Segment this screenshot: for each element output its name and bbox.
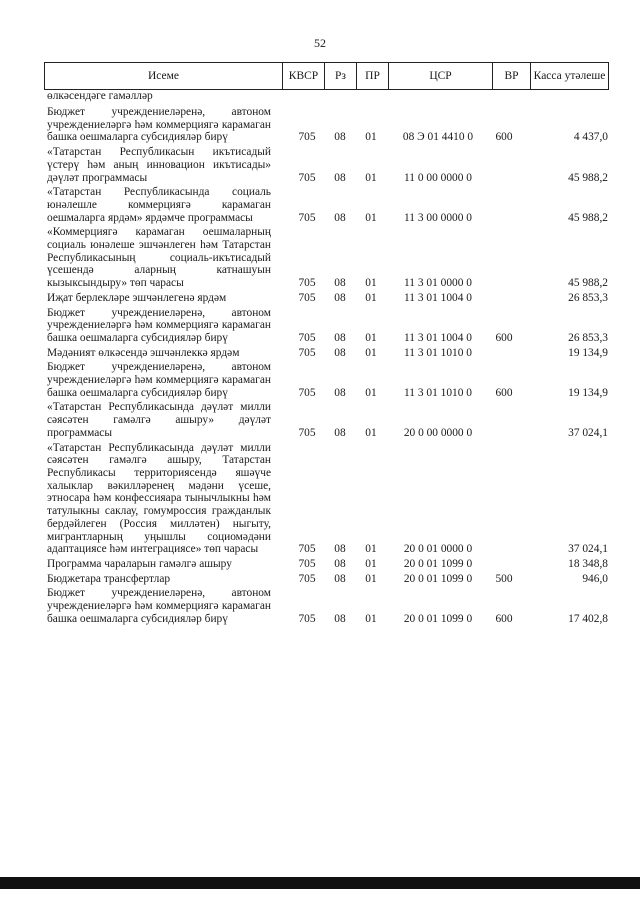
table-row: [0, 106, 640, 144]
row-pr: 01: [365, 277, 377, 290]
row-pr: 01: [365, 543, 377, 556]
row-sum: 4 437,0: [573, 131, 608, 144]
row-kvsr: 705: [298, 346, 316, 359]
row-sum: 18 348,8: [568, 557, 608, 570]
row-csr: 20 0 01 1099 0: [403, 557, 473, 570]
row-csr: 20 0 00 0000 0: [403, 426, 473, 439]
row-pr: 01: [365, 131, 377, 144]
row-rz: 08: [334, 291, 346, 304]
row-csr: 20 0 01 1099 0: [403, 612, 473, 625]
column-header-kassa: Касса утәлеше: [531, 63, 609, 90]
row-pr: 01: [365, 211, 377, 224]
table-row: [0, 347, 640, 360]
row-name: «Татарстан Республикасында социаль юнәлешле коммерциягә карамаган оешмаларга ярдәм» ярдәмче программасы: [47, 186, 271, 224]
row-name: Бюджет учреждениеләренә, автоном учреждениеләргә һәм коммерциягә карамаган башка оешмаларга субсидияләр бирү: [47, 587, 271, 625]
row-name: өлкәсендәге гамәлләр: [47, 90, 153, 102]
row-kvsr: 705: [298, 277, 316, 290]
row-csr: 11 3 01 1010 0: [404, 386, 472, 399]
row-csr: 20 0 01 0000 0: [403, 543, 473, 556]
row-vr: 600: [495, 131, 513, 144]
row-pr: 01: [365, 426, 377, 439]
row-rz: 08: [334, 171, 346, 184]
row-csr: 11 3 01 1010 0: [404, 346, 472, 359]
row-sum: 26 853,3: [568, 331, 608, 344]
row-name: «Татарстан Республикасында дәүләт милли сәясәтен гамәлгә ашыру» дәүләт программасы: [47, 401, 271, 439]
row-name: Программа чараларын гамәлгә ашыру: [47, 557, 232, 570]
row-kvsr: 705: [298, 572, 316, 585]
row-name: Бюджет учреждениеләренә, автоном учреждениеләргә һәм коммерциягә карамаган башка оешмаларга субсидияләр бирү: [47, 306, 271, 344]
row-sum: 946,0: [582, 572, 608, 585]
row-sum: 45 988,2: [568, 171, 608, 184]
row-sum: 17 402,8: [568, 612, 608, 625]
table-row: [0, 361, 640, 399]
table-row: [0, 90, 640, 104]
table-row: [0, 558, 640, 571]
row-kvsr: 705: [298, 211, 316, 224]
row-kvsr: 705: [298, 543, 316, 556]
row-vr: 600: [495, 612, 513, 625]
row-rz: 08: [334, 331, 346, 344]
table-row: [0, 401, 640, 439]
table-row: [0, 186, 640, 224]
row-sum: 19 134,9: [568, 346, 608, 359]
row-pr: 01: [365, 346, 377, 359]
row-sum: 19 134,9: [568, 386, 608, 399]
row-pr: 01: [365, 331, 377, 344]
row-name: «Татарстан Республикасын икътисадый үстерү һәм аның инновацион икътисады» дәүләт программасы: [47, 146, 271, 184]
row-pr: 01: [365, 171, 377, 184]
row-name: Мәдәният өлкәсендә эшчәнлеккә ярдәм: [47, 346, 240, 359]
row-pr: 01: [365, 291, 377, 304]
column-header-name: Исеме: [45, 63, 283, 90]
row-name: Бюджет учреждениеләренә, автоном учреждениеләргә һәм коммерциягә карамаган башка оешмаларга субсидияләр бирү: [47, 361, 271, 399]
row-sum: 37 024,1: [568, 543, 608, 556]
row-rz: 08: [334, 277, 346, 290]
table-row: [0, 292, 640, 305]
row-csr: 11 3 01 0000 0: [404, 277, 472, 290]
table-row: [0, 442, 640, 556]
row-sum: 37 024,1: [568, 426, 608, 439]
row-pr: 01: [365, 612, 377, 625]
page-number: 52: [314, 36, 326, 50]
column-header-rz: Рз: [325, 63, 357, 90]
row-csr: 20 0 01 1099 0: [403, 572, 473, 585]
scan-edge-bar: [0, 877, 640, 889]
row-rz: 08: [334, 211, 346, 224]
row-csr: 11 0 00 0000 0: [404, 171, 472, 184]
table-row: [0, 307, 640, 345]
row-kvsr: 705: [298, 171, 316, 184]
row-pr: 01: [365, 572, 377, 585]
row-name: «Татарстан Республикасында дәүләт милли сәясәтен гамәлгә ашыру, Татарстан Республикасы территориясендә яшәүче халыклар вәкилләренең мәдәни үсеше, этносара һәм конфессияара тынычлыкны һәм татулыкны саклау, гомумроссия гражданлык бердәйлеген (Россия милләтен) ныгыту, мигрантларның уңышлы социомәдәни адаптациясе һәм интеграциясе» төп чарасы: [47, 441, 271, 556]
row-rz: 08: [334, 557, 346, 570]
row-rz: 08: [334, 543, 346, 556]
table-row: [0, 573, 640, 586]
column-header-pr: ПР: [357, 63, 389, 90]
row-sum: 45 988,2: [568, 277, 608, 290]
row-rz: 08: [334, 612, 346, 625]
row-vr: 500: [495, 572, 513, 585]
row-csr: 11 3 00 0000 0: [404, 211, 472, 224]
row-kvsr: 705: [298, 331, 316, 344]
row-vr: 600: [495, 331, 513, 344]
row-name: «Коммерциягә карамаган оешмаларның социаль юнәлеше эшчәнлеген һәм Татарстан Республикасының социаль-икътисадый үсешендә аларның катнашуын кызыксындыру» төп чарасы: [47, 226, 271, 290]
row-rz: 08: [334, 131, 346, 144]
column-header-csr: ЦСР: [389, 63, 493, 90]
table-row: [0, 587, 640, 625]
row-name: Иҗат берлекләре эшчәнлегенә ярдәм: [47, 291, 227, 304]
column-header-kvsr: КВСР: [283, 63, 325, 90]
row-kvsr: 705: [298, 386, 316, 399]
row-rz: 08: [334, 386, 346, 399]
row-name: Бюджетара трансфертлар: [47, 572, 171, 585]
row-kvsr: 705: [298, 291, 316, 304]
row-name: Бюджет учреждениеләренә, автоном учреждениеләргә һәм коммерциягә карамаган башка оешмаларга субсидияләр бирү: [47, 106, 271, 144]
row-sum: 45 988,2: [568, 211, 608, 224]
row-csr: 11 3 01 1004 0: [404, 331, 472, 344]
row-csr: 08 Э 01 4410 0: [402, 131, 474, 144]
row-sum: 26 853,3: [568, 291, 608, 304]
row-rz: 08: [334, 572, 346, 585]
row-kvsr: 705: [298, 426, 316, 439]
table-row: [0, 226, 640, 290]
row-vr: 600: [495, 386, 513, 399]
row-kvsr: 705: [298, 557, 316, 570]
row-pr: 01: [365, 557, 377, 570]
column-header-vr: ВР: [493, 63, 531, 90]
table-body: [0, 90, 640, 625]
row-rz: 08: [334, 346, 346, 359]
row-kvsr: 705: [298, 131, 316, 144]
table-row: [0, 146, 640, 184]
row-csr: 11 3 01 1004 0: [404, 291, 472, 304]
row-rz: 08: [334, 426, 346, 439]
table-header: [44, 62, 609, 90]
row-kvsr: 705: [298, 612, 316, 625]
row-pr: 01: [365, 386, 377, 399]
